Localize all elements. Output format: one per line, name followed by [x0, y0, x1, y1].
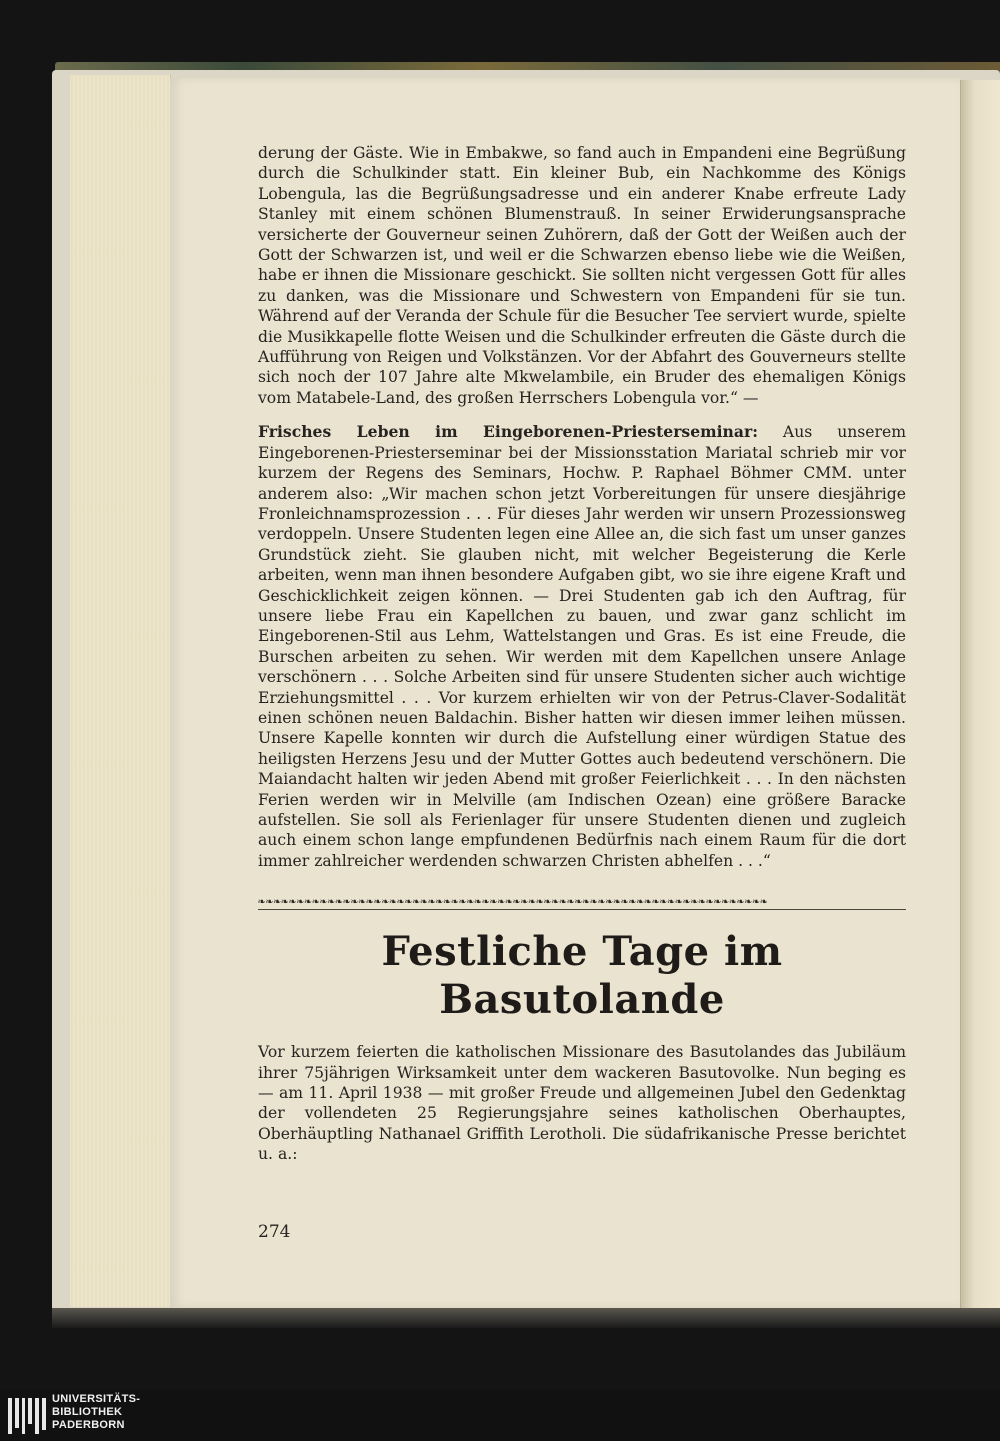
paragraph-2-body: Aus unserem Eingeborenen-Priesterseminar bei der Missionsstation Mariatal schrieb mir vor kurzem der Regens des Seminars, Hochw. P. Raphael Böhmer CMM. unter anderem also: „Wir machen schon jetzt Vorbereitungen für unsere diesjährige Fronleichnamsprozession . . . Für dieses Jahr werden wir unsern Prozessionsweg verdoppeln. Unsere Studenten legen eine Allee an, die sich fast um unser ganzes Grundstück zieht. Sie glauben nicht, mit welcher Begeisterung die Kerle arbeiten, wenn man ihnen besondere Aufgaben gibt, wo sie ihre eigene Kraft und Geschicklichkeit zeigen können. — Drei Studenten gab ich den Auftrag, für unsere liebe Frau ein Kapellchen zu bauen, und zwar ganz schlicht im Eingeborenen-Stil aus Lehm, Wattelstangen und Gras. Es ist eine Freude, die Burschen arbeiten zu sehen. Wir werden mit dem Kapellchen unsere Anlage verschönern . . . Solche Arbeiten sind für unsere Studenten sicher auch wichtige Erziehungsmittel . . . Vor kurzem erhielten wir von der Petrus-Claver-Sodalität einen schönen neuen Baldachin. Bisher hatten wir diesen immer leihen müssen. Unsere Kapelle konnten wir durch die Aufstellung einer würdigen Statue des heiligsten Herzens Jesu und der Mutter Gottes auch bedeutend verschönern. Die Maiandacht halten wir jeden Abend mit großer Feierlichkeit . . . In den nächsten Ferien werden wir in Melville (am Indischen Ozean) eine größere Baracke aufstellen. Sie soll als Ferienlager für unsere Studenten dienen und zugleich auch einem schon lange empfundenen Bedürfnis nach einem Raum für die dort immer zahlreicher werdenden schwarzen Christen abhelfen . . .“: [258, 423, 906, 870]
page-edges: [70, 75, 171, 1307]
page-text: [258, 143, 906, 1179]
page-number: 274: [258, 1222, 291, 1242]
paragraph-1: derung der Gäste. Wie in Embakwe, so fand auch in Empandeni eine Begrüßung durch die Schulkinder statt. Ein kleiner Bub, ein Nachkomme des Königs Lobengula, las die Begrüßungsadresse und ein anderer Knabe erfreute Lady Stanley mit einem schönen Blumenstrauß. In seiner Erwiderungsansprache versicherte der Gouverneur seinen Zuhörern, daß der Gott der Weißen auch der Gott der Schwarzen ist, und weil er die Schwarzen ebenso liebe wie die Weißen, habe er ihnen die Missionare geschickt. Sie sollten nicht vergessen Gott für alles zu danken, was die Missionare und Schwestern von Empandeni für sie tun. Während auf der Veranda der Schule für die Besucher Tee serviert wurde, spielte die Musikkapelle flotte Weisen und die Schulkinder erfreuten die Gäste durch die Aufführung von Reigen und Volkstänzen. Vor der Abfahrt des Gouverneurs stellte sich noch der 107 Jahre alte Mkwelambile, ein Bruder des ehemaligen Königs vom Matabele-Land, des großen Herrschers Lobengula vor.“ —: [258, 144, 906, 407]
paragraph-3: Vor kurzem feierten die katholischen Missionare des Basutolandes das Jubiläum ihrer 75jährigen Wirksamkeit unter dem wackeren Basutovolke. Nun beging es — am 11. April 1938 — mit großer Freude und allgemeinen Jubel den Gedenktag der vollendeten 25 Regierungsjahre seines katholischen Oberhauptes, Oberhäuptling Nathanael Griffith Lerotholi. Die südafrikanische Presse berichtet u. a.:: [258, 1043, 906, 1164]
library-logo-text: [52, 1393, 140, 1432]
logo-line-3: PADERBORN: [52, 1419, 125, 1431]
page-shadow: [52, 1308, 1000, 1328]
footer-bar: [0, 1390, 1000, 1441]
paragraph-2: [258, 422, 906, 871]
facing-page-edge: [960, 80, 1000, 1310]
section-headline: Festliche Tage im Basutolande: [381, 928, 783, 1024]
paragraph-2-lead: Frisches Leben im Eingeborenen-Priesterseminar:: [258, 422, 758, 442]
ornament-divider: ❧❧❧❧❧❧❧❧❧❧❧❧❧❧❧❧❧❧❧❧❧❧❧❧❧❧❧❧❧❧❧❧❧❧❧❧❧❧❧❧❧❧❧❧❧❧❧❧❧❧❧❧❧❧❧❧❧❧❧❧❧❧❧❧❧❧: [258, 895, 906, 910]
library-logo-icon: [8, 1398, 46, 1434]
logo-line-2: BIBLIOTHEK: [52, 1406, 123, 1418]
logo-line-1: UNIVERSITÄTS-: [52, 1393, 141, 1405]
